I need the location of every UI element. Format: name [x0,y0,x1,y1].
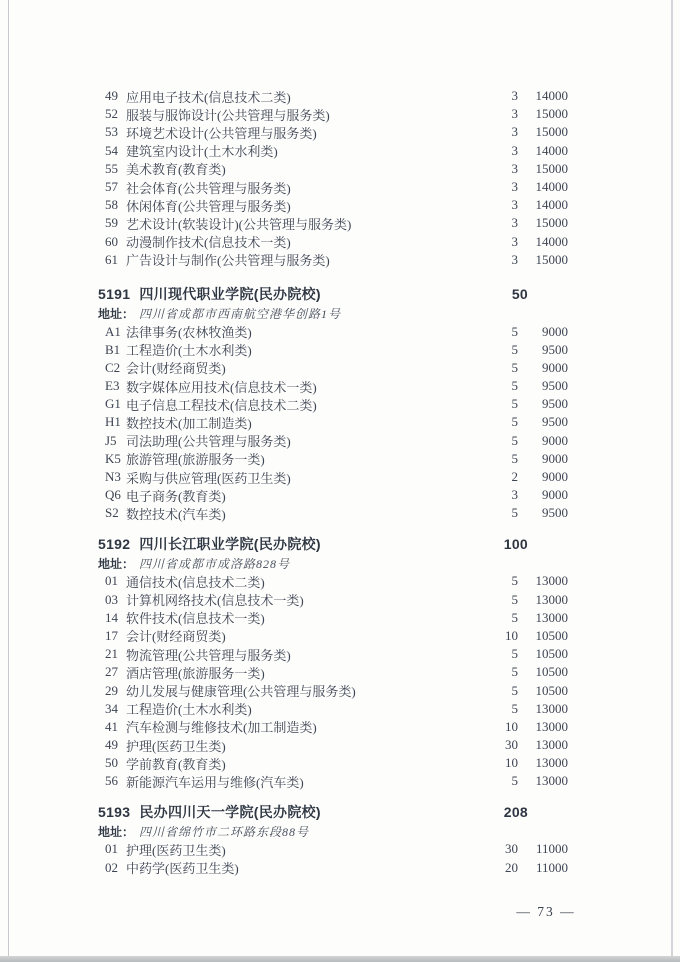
plan-count: 3 [511,251,518,267]
program-code: G1 [105,396,121,412]
program-code: 14 [105,609,118,625]
tuition-fee: 14000 [535,197,568,213]
plan-count: 5 [511,505,518,521]
plan-count: 10 [505,627,518,643]
program-row [105,233,568,251]
program-code: 58 [105,197,118,213]
program-name: 物流管理(公共管理与服务类) [126,647,291,663]
tuition-fee: 10500 [535,627,568,643]
program-row [105,572,568,590]
program-code: 54 [105,142,118,158]
tuition-fee: 14000 [535,142,568,158]
plan-count: 5 [511,682,518,698]
program-row [105,486,568,504]
plan-count: 3 [511,197,518,213]
program-row [105,395,568,413]
program-code: 55 [105,160,118,176]
college-code: 5193 [98,804,131,821]
program-name: 休闲体育(公共管理与服务类) [126,198,291,214]
tuition-fee: 13000 [535,718,568,734]
program-name: 会计(财经商贸类) [126,361,226,377]
program-row [105,160,568,178]
program-code: 50 [105,755,118,771]
program-code: H1 [105,414,121,430]
program-row [105,718,568,736]
college-name: 四川长江职业学院(民办院校) [139,536,321,553]
tuition-fee: 13000 [535,573,568,589]
college-name: 民办四川天一学院(民办院校) [139,804,321,821]
program-code: 52 [105,106,118,122]
address-label: 地址： [98,556,135,571]
program-code: K5 [105,450,121,466]
program-name: 广告设计与制作(公共管理与服务类) [126,253,330,269]
program-name: 法律事务(农林牧渔类) [126,325,252,341]
college-header [98,284,568,304]
program-name: 幼儿发展与健康管理(公共管理与服务类) [126,684,356,700]
college-address-row [98,822,680,840]
program-row [105,341,568,359]
plan-count: 5 [511,396,518,412]
plan-count: 2 [511,469,518,485]
tuition-fee: 9500 [542,378,568,394]
program-row [105,251,568,269]
program-row [105,859,568,877]
tuition-fee: 11000 [535,841,568,857]
program-name: 工程造价(土木水利类) [126,343,252,359]
program-row [105,123,568,141]
program-code: 49 [105,737,118,753]
program-code: 57 [105,179,118,195]
plan-count: 5 [511,664,518,680]
program-code: 02 [105,859,118,875]
plan-count: 5 [511,591,518,607]
page-number: — 73 — [516,904,576,919]
plan-count: 5 [511,573,518,589]
program-row [105,105,568,123]
tuition-fee: 9000 [542,359,568,375]
college-section [0,802,680,877]
continued-program-rows [0,87,680,269]
program-name: 新能源汽车运用与维修(汽车类) [126,774,304,790]
tuition-fee: 10500 [535,664,568,680]
tuition-fee: 10500 [535,682,568,698]
program-name: 电子商务(教育类) [126,488,226,504]
program-name: 通信技术(信息技术二类) [126,574,265,590]
tuition-fee: 15000 [535,124,568,140]
plan-count: 3 [511,487,518,503]
college-header [98,802,568,822]
program-row [105,322,568,340]
program-row [105,468,568,486]
program-name: 社会体育(公共管理与服务类) [126,180,291,196]
college-code: 5192 [98,536,131,553]
program-code: A1 [105,323,121,339]
program-name: 服装与服饰设计(公共管理与服务类) [126,107,330,123]
program-row [105,754,568,772]
plan-count: 20 [505,859,518,875]
program-name: 计算机网络技术(信息技术一类) [126,593,304,609]
program-code: 01 [105,573,118,589]
program-row [105,663,568,681]
tuition-fee: 9000 [542,487,568,503]
program-name: 护理(医药卫生类) [126,842,226,858]
program-name: 中药学(医药卫生类) [126,861,239,877]
program-name: 会计(财经商贸类) [126,629,226,645]
program-code: S2 [105,505,119,521]
program-row [105,627,568,645]
plan-count: 3 [511,215,518,231]
program-name: 应用电子技术(信息技术二类) [126,89,291,105]
program-name: 艺术设计(软装设计)(公共管理与服务类) [126,216,352,232]
college-total-plan: 208 [503,804,528,821]
plan-count: 3 [511,233,518,249]
program-row [105,450,568,468]
plan-count: 5 [511,773,518,789]
tuition-fee: 13000 [535,755,568,771]
tuition-fee: 13000 [535,700,568,716]
program-name: 数控技术(加工制造类) [126,415,252,431]
program-name: 司法助理(公共管理与服务类) [126,434,291,450]
plan-count: 5 [511,341,518,357]
address-text: 四川省绵竹市二环路东段88号 [139,824,310,839]
program-row [105,377,568,395]
program-code: 56 [105,773,118,789]
program-code: 41 [105,718,118,734]
plan-count: 5 [511,432,518,448]
college-sections [0,284,680,876]
program-code: 03 [105,591,118,607]
plan-count: 3 [511,179,518,195]
program-name: 美术教育(教育类) [126,162,226,178]
program-code: 17 [105,627,118,643]
program-code: N3 [105,469,121,485]
tuition-fee: 9500 [542,396,568,412]
program-code: 29 [105,682,118,698]
plan-count: 3 [511,160,518,176]
tuition-fee: 9500 [542,414,568,430]
college-address-row [98,304,680,322]
program-name: 电子信息工程技术(信息技术二类) [126,397,317,413]
program-row [105,196,568,214]
program-name: 学前教育(教育类) [126,756,226,772]
program-row [105,359,568,377]
tuition-fee: 9500 [542,341,568,357]
program-code: C2 [105,359,121,375]
program-code: 53 [105,124,118,140]
program-row [105,504,568,522]
program-name: 工程造价(土木水利类) [126,702,252,718]
program-row [105,590,568,608]
program-name: 护理(医药卫生类) [126,738,226,754]
college-total-plan: 100 [503,536,528,553]
college-section [0,284,680,522]
plan-count: 10 [505,718,518,734]
program-name: 汽车检测与维修技术(加工制造类) [126,720,317,736]
tuition-fee: 9000 [542,432,568,448]
program-code: E3 [105,378,120,394]
college-section [0,534,680,790]
program-name: 采购与供应管理(医药卫生类) [126,470,291,486]
tuition-fee: 9500 [542,505,568,521]
plan-count: 3 [511,106,518,122]
college-header [98,534,568,554]
program-code: 61 [105,251,118,267]
program-name: 建筑室内设计(土木水利类) [126,144,278,160]
tuition-fee: 13000 [535,609,568,625]
address-text: 四川省成都市成洛路828号 [139,556,291,571]
program-code: B1 [105,341,121,357]
college-address-row [98,554,680,572]
program-name: 酒店管理(旅游服务一类) [126,665,265,681]
tuition-fee: 9000 [542,323,568,339]
program-name: 旅游管理(旅游服务一类) [126,452,265,468]
address-label: 地址： [98,824,135,839]
tuition-fee: 9000 [542,469,568,485]
program-code: 01 [105,841,118,857]
program-row [105,700,568,718]
program-row [105,609,568,627]
program-name: 环境艺术设计(公共管理与服务类) [126,125,317,141]
tuition-fee: 9000 [542,450,568,466]
program-row [105,840,568,858]
program-code: 34 [105,700,118,716]
program-row [105,772,568,790]
program-code: 21 [105,646,118,662]
plan-count: 10 [505,755,518,771]
program-row [105,645,568,663]
program-row [105,413,568,431]
program-row [105,736,568,754]
program-code: J5 [105,432,117,448]
program-name: 数控技术(汽车类) [126,506,226,522]
college-total-plan: 50 [511,286,528,303]
address-text: 四川省成都市西南航空港华创路1号 [139,306,342,321]
program-row [105,432,568,450]
plan-count: 30 [505,841,518,857]
program-code: 49 [105,88,118,104]
program-row [105,142,568,160]
tuition-fee: 14000 [535,233,568,249]
program-row [105,681,568,699]
program-row [105,87,568,105]
program-code: 60 [105,233,118,249]
tuition-fee: 14000 [535,88,568,104]
program-name: 软件技术(信息技术一类) [126,611,265,627]
plan-count: 5 [511,378,518,394]
program-name: 数字媒体应用技术(信息技术一类) [126,379,317,395]
plan-count: 3 [511,124,518,140]
plan-count: 3 [511,88,518,104]
program-row [105,178,568,196]
college-code: 5191 [98,286,131,303]
program-code: 27 [105,664,118,680]
address-label: 地址： [98,306,135,321]
tuition-fee: 15000 [535,251,568,267]
plan-count: 5 [511,414,518,430]
tuition-fee: 13000 [535,737,568,753]
college-name: 四川现代职业学院(民办院校) [139,286,321,303]
tuition-fee: 15000 [535,215,568,231]
program-code: Q6 [105,487,121,503]
plan-count: 5 [511,450,518,466]
tuition-fee: 15000 [535,106,568,122]
program-code: 59 [105,215,118,231]
tuition-fee: 10500 [535,646,568,662]
plan-count: 30 [505,737,518,753]
plan-count: 5 [511,323,518,339]
program-row [105,214,568,232]
plan-count: 3 [511,142,518,158]
plan-count: 5 [511,609,518,625]
plan-count: 5 [511,646,518,662]
tuition-fee: 13000 [535,773,568,789]
plan-count: 5 [511,359,518,375]
tuition-fee: 13000 [535,591,568,607]
tuition-fee: 15000 [535,160,568,176]
tuition-fee: 14000 [535,179,568,195]
plan-count: 5 [511,700,518,716]
tuition-fee: 11000 [535,859,568,875]
program-name: 动漫制作技术(信息技术一类) [126,235,291,251]
